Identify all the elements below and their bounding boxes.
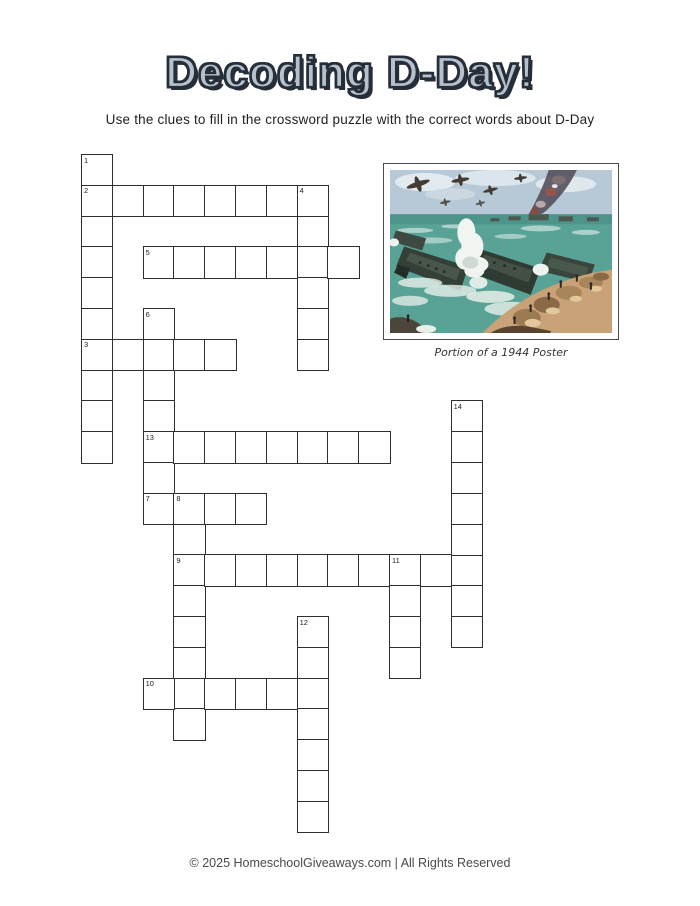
clue-number: 12 — [299, 617, 308, 627]
clue-number: 9 — [176, 555, 181, 565]
crossword-cell[interactable] — [297, 554, 329, 586]
crossword-cell[interactable] — [173, 647, 205, 679]
clue-number: 3 — [84, 340, 89, 350]
crossword-cell[interactable] — [451, 524, 483, 556]
crossword-cell[interactable] — [297, 647, 329, 679]
crossword-cell[interactable] — [358, 554, 390, 586]
crossword-cell[interactable] — [143, 339, 175, 371]
crossword-cell[interactable] — [143, 493, 175, 525]
clue-number: 5 — [145, 247, 150, 257]
crossword-cell[interactable] — [389, 616, 421, 648]
crossword-cell[interactable] — [173, 185, 205, 217]
crossword-cell[interactable] — [297, 708, 329, 740]
clue-number: 11 — [392, 555, 400, 565]
crossword-cell[interactable] — [297, 246, 329, 278]
crossword-cell[interactable] — [297, 216, 329, 248]
poster-sky — [390, 170, 612, 220]
crossword-cell[interactable] — [451, 462, 483, 494]
copyright-footer: © 2025 HomeschoolGiveaways.com | All Rights Reserved — [189, 856, 511, 870]
crossword-cell[interactable] — [143, 678, 175, 710]
crossword-cell[interactable] — [297, 339, 329, 371]
crossword-cell[interactable] — [451, 554, 483, 586]
crossword-cell[interactable] — [235, 678, 267, 710]
crossword-cell[interactable] — [204, 554, 236, 586]
crossword-cell[interactable] — [297, 801, 329, 833]
clue-number: 10 — [145, 679, 154, 689]
crossword-cell[interactable] — [173, 493, 205, 525]
instructions-text: Use the clues to fill in the crossword puzzle with the correct words about D-Day — [105, 112, 595, 127]
crossword-cell[interactable] — [143, 462, 175, 494]
poster-art — [390, 170, 612, 333]
crossword-cell[interactable] — [204, 339, 236, 371]
crossword-cell[interactable] — [173, 431, 205, 463]
crossword-cell[interactable] — [204, 246, 236, 278]
crossword-cell[interactable] — [81, 185, 113, 217]
poster-figure — [383, 163, 619, 359]
crossword-cell[interactable] — [173, 524, 205, 556]
crossword-cell[interactable] — [266, 431, 298, 463]
crossword-cell[interactable] — [143, 370, 175, 402]
crossword-cell[interactable] — [327, 246, 359, 278]
crossword-cell[interactable] — [389, 554, 421, 586]
clue-number: 14 — [453, 401, 462, 411]
poster-image — [383, 163, 619, 340]
crossword-cell[interactable] — [81, 216, 113, 248]
crossword-cell[interactable] — [451, 400, 483, 432]
crossword-cell[interactable] — [143, 431, 175, 463]
clue-number: 2 — [84, 186, 89, 196]
crossword-cell[interactable] — [297, 277, 329, 309]
crossword-cell[interactable] — [451, 585, 483, 617]
crossword-cell[interactable] — [389, 585, 421, 617]
crossword-cell[interactable] — [389, 647, 421, 679]
crossword-cell[interactable] — [235, 246, 267, 278]
poster-caption: Portion of a 1944 Poster — [434, 346, 568, 359]
crossword-cell[interactable] — [266, 185, 298, 217]
crossword-cell[interactable] — [173, 708, 205, 740]
crossword-cell[interactable] — [173, 585, 205, 617]
crossword-cell[interactable] — [81, 277, 113, 309]
page-title: Decoding D-Day! — [165, 48, 535, 97]
crossword-cell[interactable] — [327, 431, 359, 463]
crossword-cell[interactable] — [297, 678, 329, 710]
crossword-cell[interactable] — [81, 431, 113, 463]
crossword-cell[interactable] — [266, 246, 298, 278]
crossword-cell[interactable] — [81, 246, 113, 278]
crossword-cell[interactable] — [297, 185, 329, 217]
crossword-cell[interactable] — [81, 370, 113, 402]
crossword-cell[interactable] — [81, 400, 113, 432]
crossword-cell[interactable] — [204, 185, 236, 217]
crossword-cell[interactable] — [266, 678, 298, 710]
crossword-cell[interactable] — [173, 554, 205, 586]
crossword-cell[interactable] — [81, 154, 113, 186]
crossword-cell[interactable] — [81, 308, 113, 340]
crossword-cell[interactable] — [297, 431, 329, 463]
crossword-cell[interactable] — [358, 431, 390, 463]
crossword-cell[interactable] — [297, 739, 329, 771]
crossword-cell[interactable] — [112, 339, 144, 371]
crossword-cell[interactable] — [297, 308, 329, 340]
crossword-cell[interactable] — [451, 431, 483, 463]
crossword-cell[interactable] — [112, 185, 144, 217]
clue-number: 1 — [84, 155, 89, 165]
crossword-cell[interactable] — [235, 185, 267, 217]
clue-number: 8 — [176, 494, 181, 504]
crossword-cell[interactable] — [143, 185, 175, 217]
crossword-cell[interactable] — [143, 246, 175, 278]
crossword-cell[interactable] — [173, 616, 205, 648]
crossword-cell[interactable] — [143, 400, 175, 432]
crossword-cell[interactable] — [235, 554, 267, 586]
crossword-cell[interactable] — [173, 339, 205, 371]
crossword-cell[interactable] — [143, 308, 175, 340]
clue-number: 6 — [145, 309, 150, 319]
crossword-cell[interactable] — [451, 616, 483, 648]
crossword-cell[interactable] — [204, 431, 236, 463]
crossword-cell[interactable] — [173, 678, 205, 710]
crossword-cell[interactable] — [297, 616, 329, 648]
crossword-cell[interactable] — [81, 339, 113, 371]
crossword-cell[interactable] — [235, 493, 267, 525]
clue-number: 13 — [145, 432, 154, 442]
clue-number: 4 — [299, 186, 304, 196]
crossword-cell[interactable] — [235, 431, 267, 463]
crossword-cell[interactable] — [420, 554, 452, 586]
crossword-cell[interactable] — [266, 554, 298, 586]
crossword-cell[interactable] — [327, 554, 359, 586]
crossword-cell[interactable] — [204, 678, 236, 710]
crossword-cell[interactable] — [297, 770, 329, 802]
crossword-cell[interactable] — [173, 246, 205, 278]
crossword-cell[interactable] — [204, 493, 236, 525]
crossword-cell[interactable] — [451, 493, 483, 525]
clue-number: 7 — [145, 494, 150, 504]
